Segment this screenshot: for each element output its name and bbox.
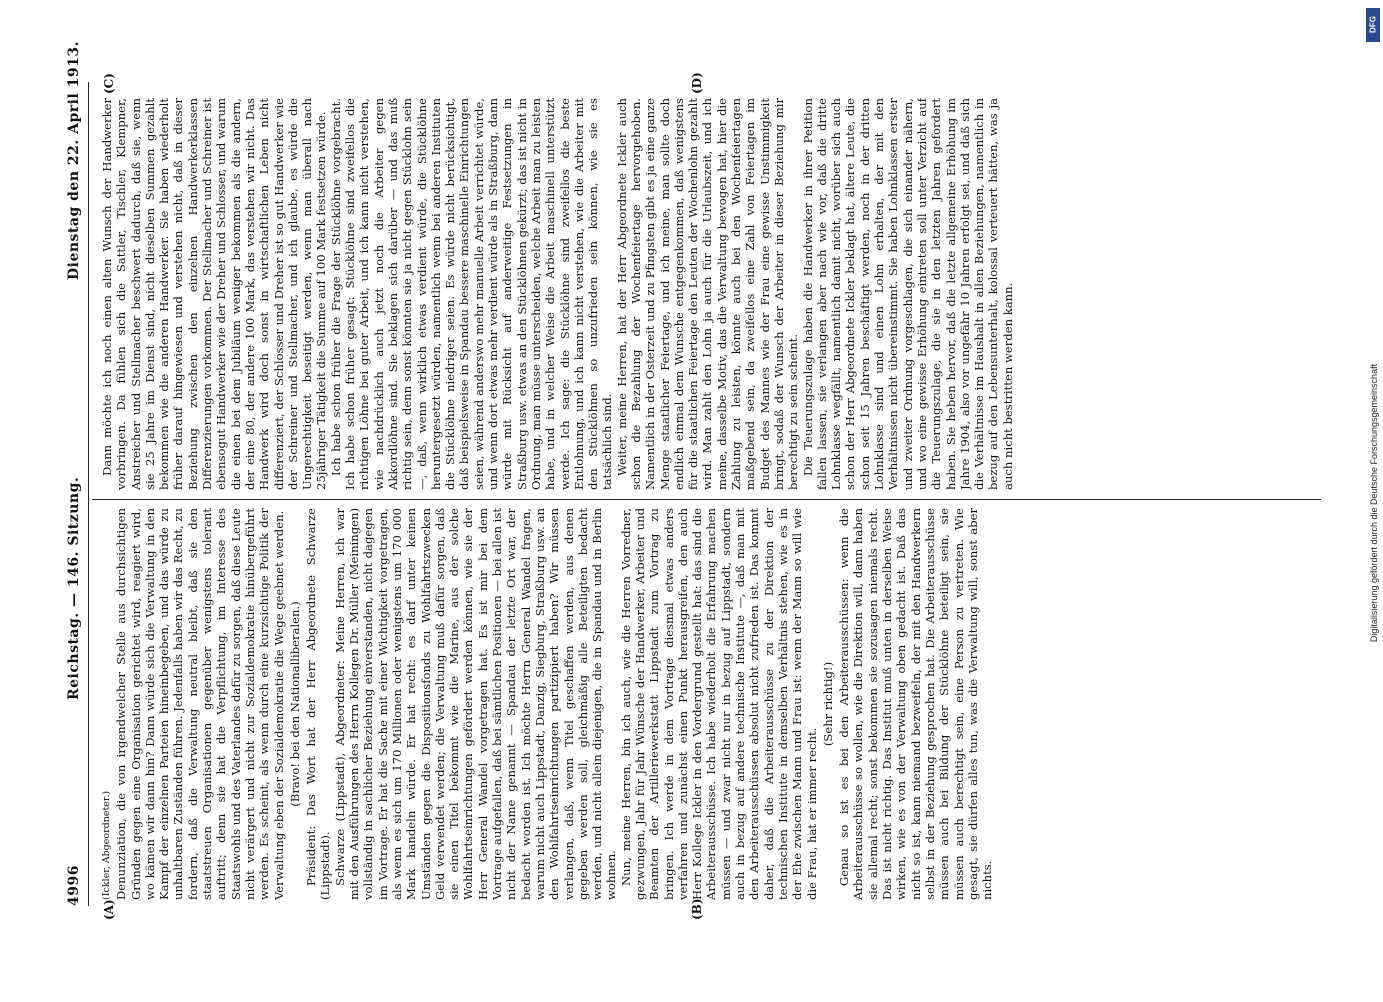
dfg-logo [1366, 8, 1380, 42]
left-column [100, 508, 1315, 900]
paragraph: Nun, meine Herren, bin ich auch, wie die Herren Vorredner, gezwungen, Jahr für Jahr Wünsche der Handwerker, Arbeiter und Beamten der Artilleriewerkstatt Lippstadt zum Vortrag zu bringen. Ich werde in dem Vortrage diesmal etwas anders verfahren und zunächst einen Punkt herausgreifen, den auch Herr Kollege Ickler in den Vordergrund gestellt hat: das sind die Arbeiterausschüsse. Ich habe wiederholt die Erfahrung machen müssen — und zwar nicht nur in bezug auf Lippstadt, sondern auch in bezug auf andere technische Institute —, daß man mit den Arbeiterausschüssen absolut nicht zufrieden ist. Das kommt daher, daß die Arbeiterausschüsse zu der Direktion der technischen Institute in demselben Verhältnis stehen, wie es in der Ehe zwischen Mann und Frau ist: wenn der Mann so will wie die Frau, hat er immer recht. [618, 508, 819, 900]
paragraph: Ich habe schon früher die Frage der Stücklöhne vorgebracht. Ich habe schon früher gesagt: Stücklöhne sind zweifellos die richtigen Löhne bei guter Arbeit, und ich kann nicht verstehen, wie nachdrücklich auch jetzt noch die Arbeiter gegen Akkordlöhne sind. Sie beklagen sich darüber — und das muß richtig sein, denn sonst könnten sie ja nicht gegen Stücklohn sein —, daß, wenn wirklich etwas verdient würde, die Stücklöhne heruntergesetzt würden, namentlich wenn bei anderen Instituten die Stücklöhne niedriger seien. Es würde nicht berücksichtigt, daß beispielsweise in Spandau bessere maschinelle Einrichtungen seien, während anderswo mehr manuelle Arbeit verrichtet würde, und wenn dort etwas mehr verdient würde als in Straßburg, dann würde mit Rücksicht auf anderweitige Festsetzungen in Straßburg usw. etwas an den Stücklöhnen gekürzt; das ist nicht in Ordnung, man müsse unterscheiden, welche Arbeit man zu leisten habe, und in welcher Weise die Arbeit maschinell unterstützt werde. Ich sage: die Stücklöhne sind zweifellos die beste Entlohnung, und ich kann nicht verstehen, wie die Arbeiter mit den Stücklöhnen so unzufrieden sein können, wie sie es tatsächlich sind. [328, 98, 615, 490]
interjection: (Sehr richtig!) [820, 661, 835, 747]
paragraph: Die Teuerungszulage haben die Handwerker in ihrer Petition fallen lassen, sie verlangen aber nach wie vor, daß die dritte Lohnklasse wegfällt, namentlich damit nicht, worüber sich auch schon der Herr Abgeordnete Ickler beklagt hat, ältere Leute, die schon seit 15 Jahren beschäftigt werden, noch in der dritten Lohnklasse sind und einen Lohn erhalten, der mit den Verhältnissen nicht übereinstimmt. Sie haben Lohnklassen erster und zweiter Ordnung vorgeschlagen, die sich einander nähern, und wo eine gewisse Erhöhung eintreten soll unter Verzicht auf die Teuerungszulage, die sie in den letzten Jahren gefordert haben. Sie heben hervor, daß die letzte allgemeine Erhöhung im Jahre 1904, also vor ungefähr 10 Jahren erfolgt sei, und daß sich die Verhältnisse im Haushalt in allen Beziehungen, namentlich in bezug auf den Lebensunterhalt, kolossal verteuert hätten, was ja auch nicht bestritten werden kann. [800, 98, 1015, 490]
paragraph: Schwarze (Lippstadt), Abgeordneter: Meine Herren, ich war mit den Ausführungen des Herrn Kollegen Dr. Müller (Meiningen) vollständig in sachlicher Beziehung einverstanden, nicht dagegen im Vortrage. Er hat die Sache mit einer Wichtigkeit vorgetragen, als wenn es sich um 170 Millionen oder wenigstens um 170 000 Mark handeln würde. Er hat recht: es darf unter keinen Umständen gegen die Dispositionsfonds zu Wohlfahrtszwecken Geld verwendet werden; die Verwaltung muß dafür sorgen, daß sie einen Titel bekommt wie die Marine, aus der solche Wohlfahrtseinrichtungen gefördert werden können, wie sie der Herr General Wandel vorgetragen hat. Es ist mir bei dem Vortrage aufgefallen, daß bei sämtlichen Positionen — bei allen ist nicht der Name genannt — Spandau der letzte Ort war, der bedacht worden ist. Ich möchte Herrn General Wandel fragen, warum nicht auch Lippstadt, Danzig, Siegburg, Straßburg usw. an den Wohlfahrtseinrichtungen partizipiert haben? Wir müssen verlangen, daß, wenn Titel geschaffen werden, aus denen gegeben werden soll, gleichmäßig alle Beteiligten bedacht werden, und nicht allein diejenigen, die in Spandau und in Berlin wohnen. [332, 508, 619, 900]
right-column [100, 98, 1315, 490]
margin-marker-b: (B) [690, 898, 704, 920]
page-number: 4996 [66, 865, 82, 906]
paragraph: Denunziation, die von irgendwelcher Stelle aus durchsichtigen Gründen gegen eine Organisation gerichtet wird, reagiert wird, wo kämen wir dann hin? Dann würde sich die Verwaltung in den Kampf der einzelnen Parteien hineinbegeben, und das würde zu unhaltbaren Zuständen führen. Jedenfalls haben wir das Recht, zu fordern, daß die Verwaltung neutral bleibt, daß sie den staatstreuen Organisationen gegenüber wenigstens tolerant auftritt; denn sie hat die Verpflichtung, im Interesse des Staatswohls und des Vaterlandes dafür zu sorgen, daß diese Leute nicht verärgert und nicht zur Sozialdemokratie hinübergeführt werden. Es scheint, als wenn durch eine kurzsichtige Politik der Verwaltung eben der Sozialdemokratie die Wege geebnet werden. [114, 508, 286, 900]
paragraph: Präsident: Das Wort hat der Herr Abgeordnete Schwarze (Lippstadt). [304, 508, 333, 900]
paragraph: Genau so ist es bei den Arbeiterausschüssen: wenn die Arbeiterausschüsse so wollen, wie die Direktion will, dann haben sie allemal recht; sonst bekommen sie sozusagen niemals recht. Das ist nicht richtig. Das Institut muß unten in derselben Weise wirken, wie es von der Verwaltung oben gedacht ist. Daß das nicht so ist, kann niemand bezweifeln, der mit den Handwerkern selbst in der Beziehung gesprochen hat. Die Arbeiterausschüsse müssen auch bei Bildung der Stücklöhne beteiligt sein, sie müssen auch berechtigt sein, eine Person zu vertreten. Wie gesagt, sie dürfen alles tun, was die Verwaltung will, sonst aber nichts. [837, 508, 995, 900]
paragraph: Weiter, meine Herren, hat der Herr Abgeordnete Ickler auch schon die Bezahlung der Wochenfeiertage hervorgehoben. Namentlich in der Osterzeit und zu Pfingsten gibt es ja eine ganze Menge staatlicher Feiertage, und ich meine, man sollte doch endlich einmal dem Wunsche entgegenkommen, daß wenigstens für die staatlichen Feiertage den Leuten der Wochenlohn gezahlt wird. Man zahlt den Lohn ja auch für die Urlaubszeit, und ich meine, dasselbe Motiv, das die Verwaltung bewogen hat, hier die Zahlung zu leisten, könnte auch bei den Wochenfeiertagen maßgebend sein, da zweifellos eine Zahl von Feiertagen im Budget des Mannes wie der Frau eine gewisse Unstimmigkeit bringt, sodaß der Wunsch der Arbeiter in dieser Beziehung mir berechtigt zu sein scheint. [614, 98, 801, 490]
paragraph: Dann möchte ich noch einen alten Wunsch der Handwerker vorbringen. Da fühlen sich die Sattler, Tischler, Klempner, Anstreicher und Stellmacher beschwert dadurch, daß sie, wenn sie 25 Jahre im Dienst sind, nicht dieselben Summen gezahlt bekommen wie die anderen Handwerker. Sie haben wiederholt früher darauf hingewiesen und verstehen nicht, daß in dieser Beziehung zwischen den einzelnen Handwerkerklassen Differenzierungen vorkommen. Der Stellmacher und Schreiner ist ebensogut Handwerker wie der Dreher und Schlosser, und warum die einen bei dem Jubiläum weniger bekommen als die andern, der eine 80, der andere 100 Mark, das verstehen wir nicht. Das Handwerk wird doch sonst in wirtschaftlichen Leben nicht differenziert, der Schlosser und Dreher ist so gut Handwerker wie der Schreiner und Stellmacher, und ich glaube, es würde die Ungerechtigkeit beseitigt werden, wenn man überall nach 25jähriger Tätigkeit die Summe auf 100 Mark festsetzen würde. [100, 98, 329, 490]
dfg-logo-text: DFG [1368, 16, 1378, 33]
header-rule [88, 82, 89, 906]
margin-marker-d: (D) [690, 72, 704, 94]
digitization-credit [1364, 8, 1378, 1002]
speaker-intro: (Ickler, Abgeordneter.) [101, 790, 112, 900]
margin-marker-a: (A) [102, 899, 116, 920]
column-divider [92, 499, 1321, 500]
interjection: (Bravo! bei den Nationalliberalen.) [287, 601, 302, 807]
page-date: Dienstag den 22. April 1913. [66, 41, 82, 280]
page-title: Reichstag. — 146. Sitzung. [66, 476, 82, 700]
margin-marker-c: (C) [102, 73, 116, 94]
credit-text: Digitalisierung gefördert durch die Deutsche Forschungsgemeinschaft [1369, 363, 1379, 643]
